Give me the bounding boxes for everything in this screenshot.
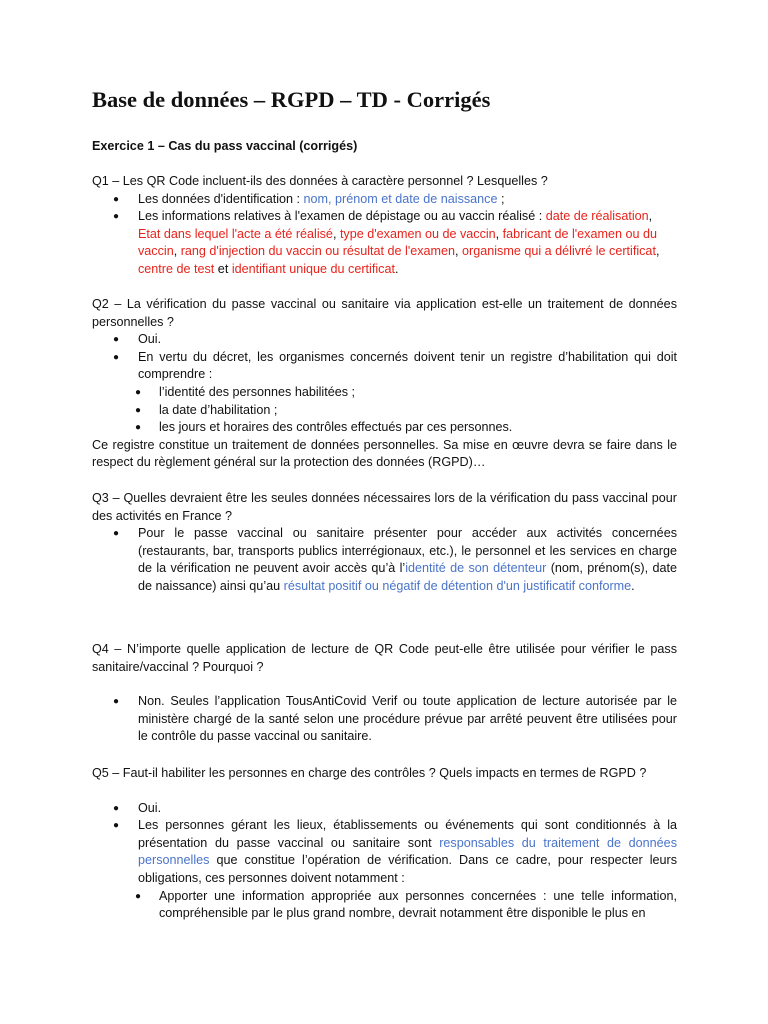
q5-bullet-responsibles: ● Les personnes gérant les lieux, établissements ou événements qui sont conditionnés à la présentation du passe vaccinal ou sanitaire sont responsables du traitement de données personnelles que constitue l’opération de vérification. Dans ce cadre, pour respecter leurs obligations, ces personnes doivent notamment : [92, 817, 677, 887]
q1-item-date: date de réalisation [545, 209, 649, 224]
q4-section [92, 641, 677, 746]
q1-answer-list [92, 191, 677, 279]
q2-bullet-decree: ● En vertu du décret, les organismes concernés doivent tenir un registre d’habilitation qui doit comprendre : [92, 349, 677, 384]
q1-identification-data: nom, prénom et date de naissance [303, 191, 498, 206]
q4-answer-list [92, 693, 677, 746]
exercise-title: Exercice 1 – Cas du pass vaccinal (corrigés) [92, 139, 358, 153]
q2-question: Q2 – La vérification du passe vaccinal ou sanitaire via application est-elle un traitement de données personnelles ? [92, 297, 677, 329]
page-title: Base de données – RGPD – TD - Corrigés [92, 87, 491, 112]
q3-section [92, 490, 677, 596]
q2-bullet-yes: ● Oui. [92, 331, 677, 349]
q5-obligations-list [92, 888, 677, 923]
q2-conclusion: Ce registre constitue un traitement de données personnelles. Sa mise en œuvre devra se faire dans le respect du règlement général sur la protection des données (RGPD)… [92, 437, 677, 470]
q1-item-rank: rang d'injection du vaccin ou résultat de l'examen [180, 244, 456, 259]
q3-bullet: ● Pour le passe vaccinal ou sanitaire présenter pour accéder aux activités concernées (restaurants, bar, transports publics interrégionaux, etc.), le personnel et les services en charge de la vérification ne peuvent avoir accès qu’à l’identité de son détenteur (nom, prénom(s), date de naissance) ainsi qu’au résultat positif ou négatif de détention d'un justificatif conforme. [92, 525, 677, 595]
q1-bullet-exam-info: ● Les informations relatives à l'examen de dépistage ou au vaccin réalisé : date de réalisation, Etat dans lequel l'acte a été réalisé, type d'examen ou de vaccin, fabricant de l'examen ou du vaccin, rang d'injection du vaccin ou résultat de l'examen, organisme qui a délivré le certificat, centre de test et identifiant unique du certificat. [92, 208, 677, 278]
q1-question: Q1 – Les QR Code incluent-ils des données à caractère personnel ? Lesquelles ? [92, 174, 548, 188]
q1-bullet-identification: ● Les données d'identification : nom, prénom et date de naissance ; [92, 191, 677, 209]
q4-question: Q4 – N’importe quelle application de lecture de QR Code peut-elle être utilisée pour vérifier le pass sanitaire/vaccinal ? Pourquoi ? [92, 642, 677, 674]
q1-section [92, 173, 677, 279]
q1-item-manufacturer: fabricant de l'examen ou du vaccin [138, 226, 658, 259]
q3-answer-list [92, 525, 677, 595]
q5-data-controllers: responsables du traitement de données personnelles [138, 835, 677, 868]
q2-register-item: ● l’identité des personnes habilitées ; [92, 384, 677, 402]
q1-item-state: Etat dans lequel l'acte a été réalisé [138, 226, 333, 241]
q3-result: résultat positif ou négatif de détention d'un justificatif conforme [283, 578, 632, 593]
q2-register-item: ● les jours et horaires des contrôles effectués par ces personnes. [92, 419, 677, 437]
q2-section [92, 296, 677, 472]
q5-question: Q5 – Faut-il habiliter les personnes en charge des contrôles ? Quels impacts en termes de RGPD ? [92, 766, 647, 780]
q5-bullet-yes: ● Oui. [92, 800, 677, 818]
q1-item-organism: organisme qui a délivré le certificat [462, 244, 656, 259]
q1-item-test-center: centre de test [138, 261, 215, 276]
q5-section [92, 765, 677, 923]
q1-item-type: type d'examen ou de vaccin [339, 226, 496, 241]
q2-register-list [92, 384, 677, 437]
q1-item-identifier: identifiant unique du certificat [231, 261, 395, 276]
q2-answer-list [92, 331, 677, 384]
q3-question: Q3 – Quelles devraient être les seules données nécessaires lors de la vérification du pass vaccinal pour des activités en France ? [92, 491, 677, 523]
q4-bullet: ● Non. Seules l’application TousAntiCovid Verif ou toute application de lecture autorisée par le ministère chargé de la santé selon une procédure prévue par arrêté peuvent être utilisées pour le contrôle du passe vaccinal ou sanitaire. [92, 693, 677, 746]
q3-holder-identity: identité de son détenteur [405, 561, 547, 576]
q2-register-item: ● la date d’habilitation ; [92, 402, 677, 420]
q5-answer-list [92, 800, 677, 888]
q5-obligation-item: ● Apporter une information appropriée aux personnes concernées : une telle information, compréhensible par le plus grand nombre, devrait notamment être disponible le plus en [92, 888, 677, 923]
